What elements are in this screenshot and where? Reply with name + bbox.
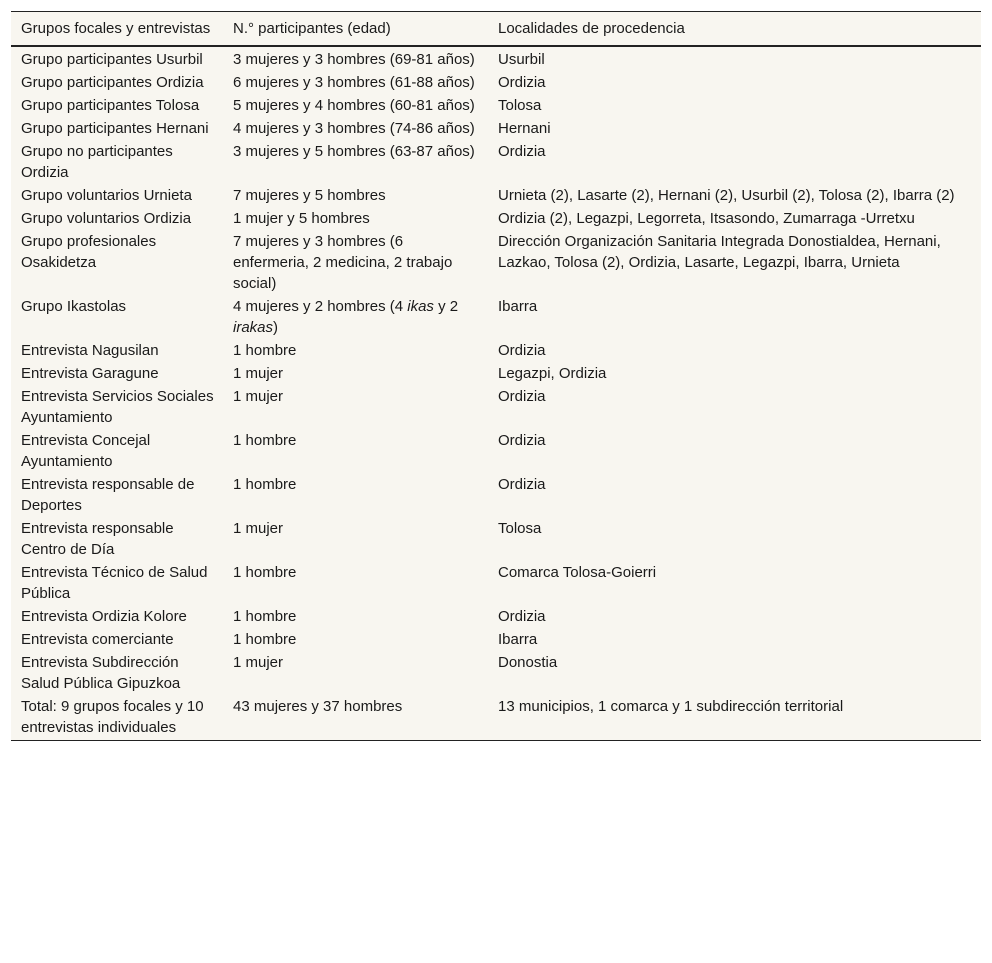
cell-group: Entrevista comerciante [21, 631, 174, 648]
cell-group: Grupo voluntarios Urnieta [21, 187, 192, 204]
data-table [11, 12, 981, 740]
cell-group: Grupo participantes Ordizia [21, 74, 204, 91]
cell-localities: Legazpi, Ordizia [498, 365, 607, 382]
participants-text: 4 mujeres y 2 hombres (4 [233, 298, 408, 315]
table-row [11, 294, 981, 338]
table-row [11, 384, 981, 428]
header-participants: N.° participantes (edad) [223, 12, 488, 46]
cell-localities: Donostia [498, 654, 558, 671]
cell-group: Grupo participantes Hernani [21, 120, 209, 137]
cell-group: Grupo voluntarios Ordizia [21, 210, 192, 227]
cell-localities: Tolosa [498, 520, 542, 537]
participants-table [11, 11, 981, 741]
cell-group: Entrevista responsable de Deportes [21, 476, 195, 514]
cell-participants: 1 hombre [233, 564, 297, 581]
cell-group: Entrevista Técnico de Salud Pública [21, 564, 208, 602]
table-row [11, 206, 981, 229]
cell-group: Entrevista Concejal Ayuntamiento [21, 432, 151, 470]
table-row [11, 229, 981, 294]
cell-localities: Ordizia [498, 342, 546, 359]
cell-group: Grupo participantes Usurbil [21, 51, 203, 68]
cell-localities: Ordizia [498, 608, 546, 625]
cell-localities: Ordizia [498, 476, 546, 493]
cell-localities: Ordizia [498, 432, 546, 449]
table-header [11, 12, 981, 46]
cell-localities: Dirección Organización Sanitaria Integrada Donostialdea, Hernani, Lazkao, Tolosa (2), Ordizia, Lasarte, Legazpi, Ibarra, Urnieta [498, 233, 941, 271]
table-body [11, 46, 981, 740]
cell-participants: 7 mujeres y 3 hombres (6 enfermeria, 2 medicina, 2 trabajo social) [233, 233, 453, 292]
cell-localities: Ibarra [498, 631, 538, 648]
cell-localities: 13 municipios, 1 comarca y 1 subdirección territorial [498, 698, 844, 715]
table-row [11, 46, 981, 70]
cell-participants: 1 mujer [233, 520, 284, 537]
participants-italic-irakas: irakas [233, 319, 274, 336]
table-row [11, 338, 981, 361]
table-row [11, 604, 981, 627]
table-row [11, 70, 981, 93]
cell-participants: 1 hombre [233, 342, 297, 359]
cell-participants: 3 mujeres y 5 hombres (63-87 años) [233, 143, 475, 160]
cell-localities: Tolosa [498, 97, 542, 114]
participants-text: ) [273, 319, 279, 336]
cell-participants: 1 mujer [233, 388, 284, 405]
cell-localities: Urnieta (2), Lasarte (2), Hernani (2), Usurbil (2), Tolosa (2), Ibarra (2) [498, 187, 955, 204]
header-groups: Grupos focales y entrevistas [11, 12, 223, 46]
cell-localities: Usurbil [498, 51, 545, 68]
cell-group: Entrevista Garagune [21, 365, 159, 382]
cell-group: Grupo no participantes Ordizia [21, 143, 173, 181]
cell-group: Entrevista Ordizia Kolore [21, 608, 187, 625]
cell-localities: Ordizia [498, 143, 546, 160]
table-row [11, 472, 981, 516]
cell-participants: 7 mujeres y 5 hombres [233, 187, 386, 204]
table-row [11, 183, 981, 206]
cell-participants: 43 mujeres y 37 hombres [233, 698, 403, 715]
cell-participants: 6 mujeres y 3 hombres (61-88 años) [233, 74, 475, 91]
cell-localities: Ibarra [498, 298, 538, 315]
table-row [11, 361, 981, 384]
table-row [11, 93, 981, 116]
header-localities: Localidades de procedencia [488, 12, 981, 46]
cell-group: Entrevista responsable Centro de Día [21, 520, 174, 558]
table-row [11, 627, 981, 650]
cell-participants: 1 mujer [233, 654, 284, 671]
cell-participants [223, 294, 488, 338]
cell-participants: 1 hombre [233, 608, 297, 625]
table-row [11, 560, 981, 604]
cell-group: Grupo profesionales Osakidetza [21, 233, 157, 271]
cell-group: Entrevista Subdirección Salud Pública Gipuzkoa [21, 654, 181, 692]
cell-participants: 1 hombre [233, 476, 297, 493]
cell-participants: 3 mujeres y 3 hombres (69-81 años) [233, 51, 475, 68]
cell-localities: Ordizia [498, 74, 546, 91]
cell-participants: 1 hombre [233, 432, 297, 449]
participants-text: y 2 [433, 298, 459, 315]
table-row [11, 516, 981, 560]
table-row-total [11, 694, 981, 740]
table-row [11, 139, 981, 183]
cell-participants: 5 mujeres y 4 hombres (60-81 años) [233, 97, 475, 114]
cell-participants: 1 mujer y 5 hombres [233, 210, 370, 227]
cell-localities: Comarca Tolosa-Goierri [498, 564, 657, 581]
cell-group: Grupo Ikastolas [21, 298, 127, 315]
header-row [11, 12, 981, 46]
cell-participants: 1 hombre [233, 631, 297, 648]
cell-localities: Ordizia [498, 388, 546, 405]
cell-group: Grupo participantes Tolosa [21, 97, 200, 114]
table-row [11, 116, 981, 139]
cell-participants: 1 mujer [233, 365, 284, 382]
cell-localities: Hernani [498, 120, 551, 137]
table-row [11, 650, 981, 694]
participants-italic-ikas: ikas [407, 298, 434, 315]
cell-group: Entrevista Nagusilan [21, 342, 159, 359]
cell-localities: Ordizia (2), Legazpi, Legorreta, Itsasondo, Zumarraga -Urretxu [498, 210, 915, 227]
cell-group: Total: 9 grupos focales y 10 entrevistas individuales [21, 698, 204, 736]
cell-participants: 4 mujeres y 3 hombres (74-86 años) [233, 120, 475, 137]
table-row [11, 428, 981, 472]
cell-group: Entrevista Servicios Sociales Ayuntamiento [21, 388, 214, 426]
